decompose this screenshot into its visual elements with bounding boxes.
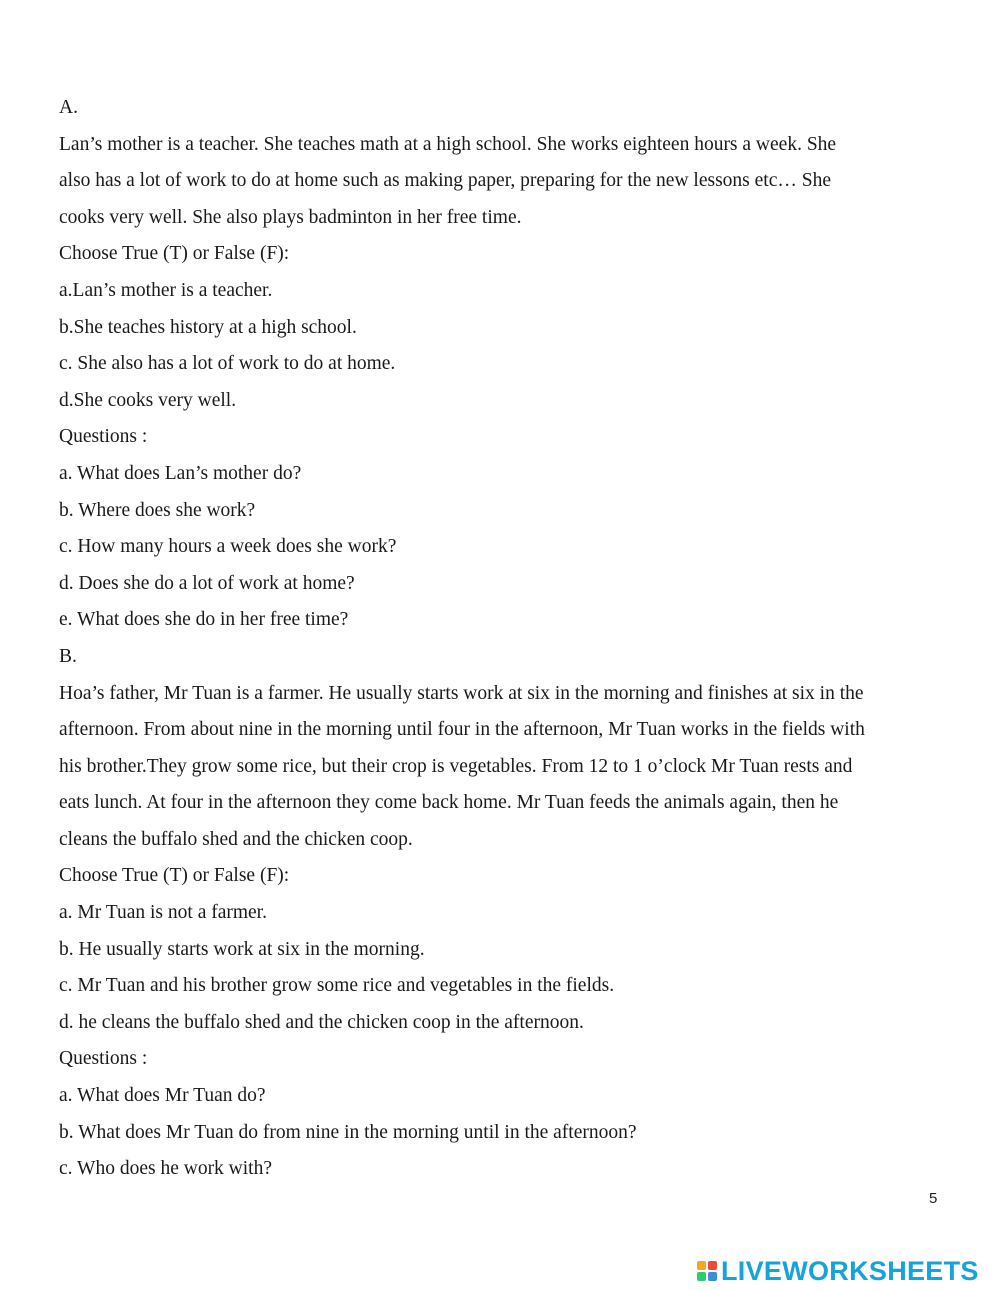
section-a-passage-line: cooks very well. She also plays badminton in her free time. — [59, 206, 522, 228]
section-b-true-false-item: a. Mr Tuan is not a farmer. — [59, 902, 267, 924]
section-b-passage-line: afternoon. From about nine in the morning until four in the afternoon, Mr Tuan works in the fields with — [59, 719, 865, 741]
section-a-passage-line: also has a lot of work to do at home such as making paper, preparing for the new lessons etc… She — [59, 170, 831, 192]
section-b-true-false-item: d. he cleans the buffalo shed and the chicken coop in the afternoon. — [59, 1011, 584, 1033]
section-b-passage-line: his brother.They grow some rice, but their crop is vegetables. From 12 to 1 o’clock Mr Tuan rests and — [59, 755, 853, 777]
section-a-heading: A. — [59, 97, 78, 118]
section-a-true-false-item: d.She cooks very well. — [59, 389, 237, 411]
page-number: 5 — [929, 1190, 938, 1207]
section-a-passage-line: Lan’s mother is a teacher. She teaches math at a high school. She works eighteen hours a week. She — [59, 133, 837, 155]
section-a-question: e. What does she do in her free time? — [59, 609, 349, 631]
logo-square — [708, 1272, 717, 1281]
section-b-true-false-item: c. Mr Tuan and his brother grow some rice and vegetables in the fields. — [59, 975, 615, 997]
section-b-questions-title: Questions : — [59, 1048, 148, 1070]
section-a-question: a. What does Lan’s mother do? — [59, 462, 302, 484]
liveworksheets-logo-icon — [697, 1261, 717, 1281]
section-a-true-false-item: a.Lan’s mother is a teacher. — [59, 279, 273, 301]
section-b-passage-line: Hoa’s father, Mr Tuan is a farmer. He usually starts work at six in the morning and finishes at six in the — [59, 682, 864, 704]
logo-square — [697, 1272, 706, 1281]
section-a-true-false-item: c. She also has a lot of work to do at home. — [59, 353, 396, 375]
logo-square — [697, 1261, 706, 1270]
section-a-true-false-title: Choose True (T) or False (F): — [59, 243, 290, 265]
section-b-heading: B. — [59, 645, 77, 667]
worksheet-page — [59, 90, 949, 1188]
section-b-true-false-title: Choose True (T) or False (F): — [59, 865, 290, 887]
section-b-true-false-item: b. He usually starts work at six in the morning. — [59, 938, 425, 960]
section-b-passage-line: eats lunch. At four in the afternoon they come back home. Mr Tuan feeds the animals again, then he — [59, 792, 839, 814]
section-a-question: b. Where does she work? — [59, 499, 256, 521]
section-b-question: c. Who does he work with? — [59, 1158, 273, 1180]
section-b-passage-line: cleans the buffalo shed and the chicken coop. — [59, 828, 413, 850]
logo-square — [708, 1261, 717, 1270]
section-a-questions-title: Questions : — [59, 426, 148, 448]
section-a-question: d. Does she do a lot of work at home? — [59, 572, 355, 594]
section-b-question: b. What does Mr Tuan do from nine in the morning until in the afternoon? — [59, 1121, 637, 1143]
section-a-question: c. How many hours a week does she work? — [59, 536, 397, 558]
section-b-question: a. What does Mr Tuan do? — [59, 1085, 266, 1107]
brand-name: LIVEWORKSHEETS — [721, 1255, 979, 1286]
section-a-true-false-item: b.She teaches history at a high school. — [59, 316, 357, 338]
liveworksheets-brand — [697, 1254, 979, 1288]
